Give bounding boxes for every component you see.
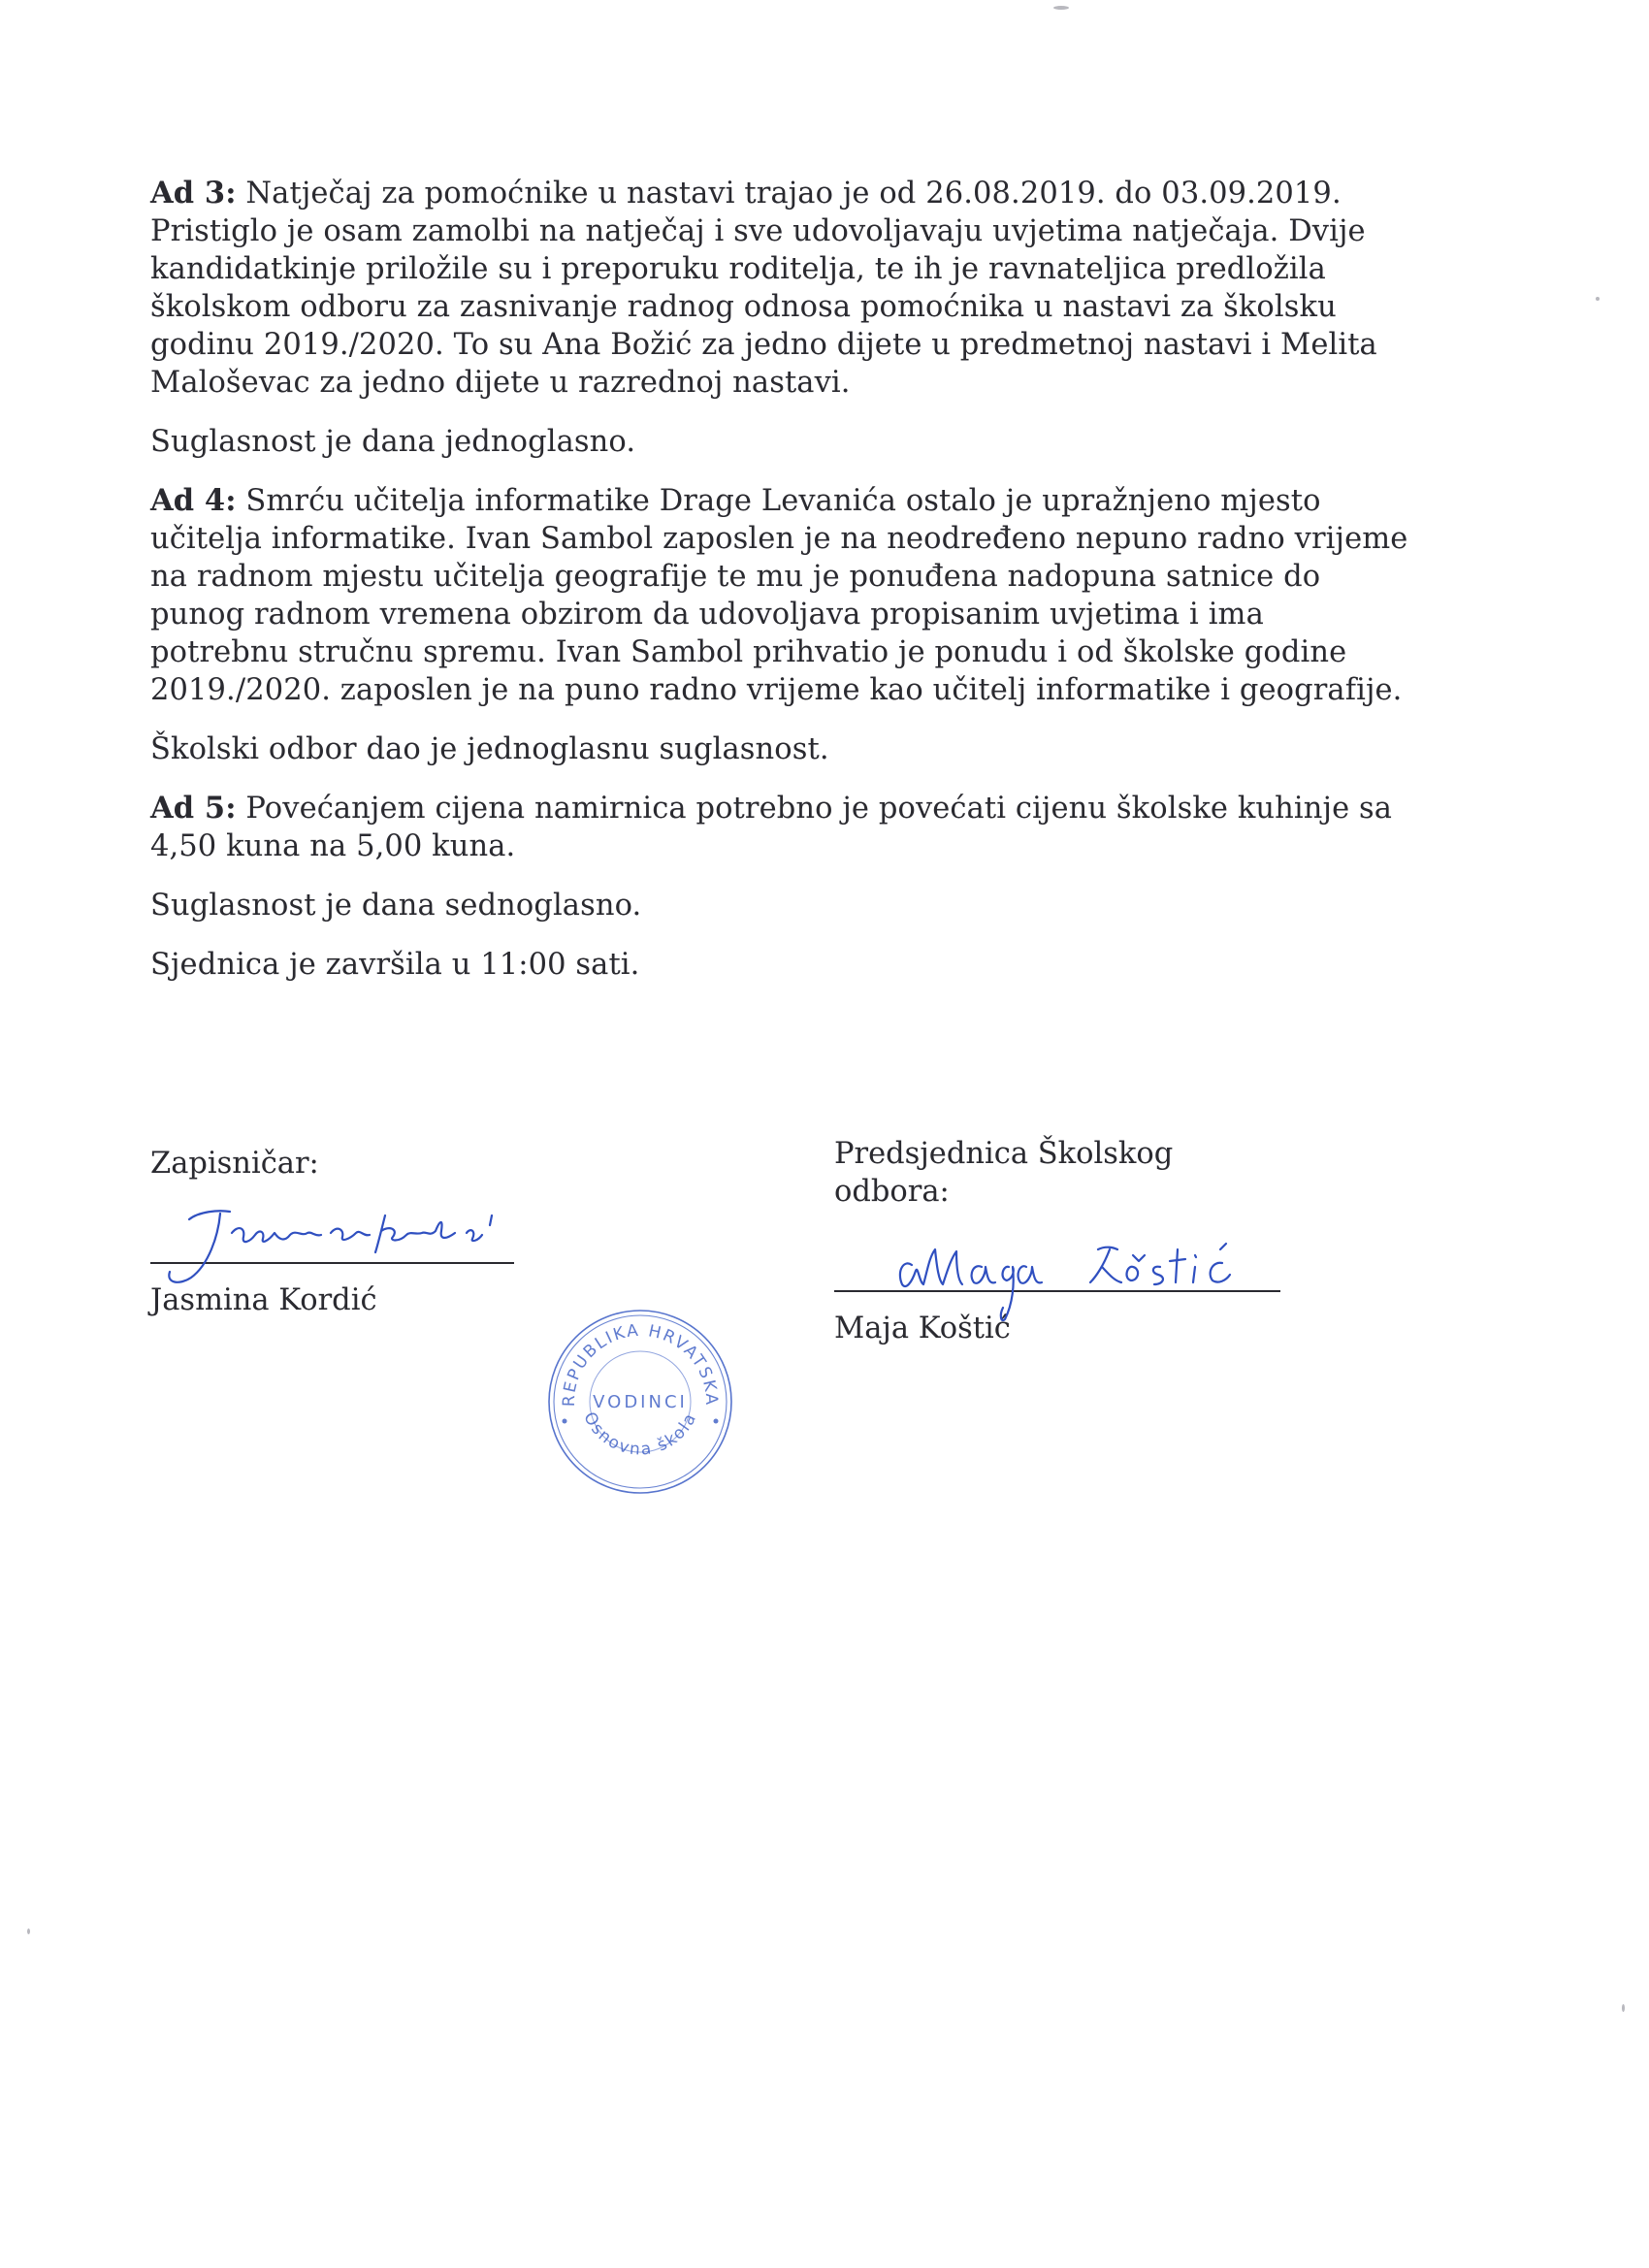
scan-speck [27, 1928, 30, 1934]
recorder-signature-line [150, 1183, 514, 1264]
minutes-body [150, 175, 1411, 1005]
ad3-label: Ad 3: [150, 176, 237, 211]
ad5-result-text: Suglasnost je dana sednoglasno. [150, 889, 642, 923]
signature-block-recorder [150, 1145, 519, 1319]
chairwoman-handwritten-signature [815, 1211, 1280, 1327]
ad4-result-text: Školski odbor dao je jednoglasnu suglasnost. [150, 732, 829, 766]
scan-speck [1622, 2004, 1625, 2012]
ad5-label: Ad 5: [150, 791, 237, 826]
ad3-text: Natječaj za pomoćnike u nastavi trajao je od 26.08.2019. do 03.09.2019. Pristiglo je osam zamolbi na natječaj i sve udovoljavaju uvjetima natječaja. Dvije kandidatkinje priložile su i preporuku roditelja, te ih je ravnateljica predložila školskom odboru za zasnivanje radnog odnosa pomoćnika u nastavi za školsku godinu 2019./2020. To su Ana Božić za jedno dijete u predmetnoj nastavi i Melita Maloševac za jedno dijete u razrednoj nastavi. [150, 177, 1377, 400]
scan-speck [1596, 297, 1600, 301]
paragraph-ad4-result [150, 730, 1411, 768]
chairwoman-name: Maja Koštić [834, 1312, 1011, 1345]
ad4-text: Smrću učitelja informatike Drage Levanića ostalo je upražnjeno mjesto učitelja informatike. Ivan Sambol zaposlen je na neodređeno nepuno radno vrijeme na radnom mjestu učitelja geografije te mu je ponuđena nadopuna satnice do punog radnom vremena obzirom da udovoljava propisanim uvjetima i ima potrebnu stručnu spremu. Ivan Sambol prihvatio je ponudu i od školske godine 2019./2020. zaposlen je na puno radno vrijeme kao učitelj informatike i geografije. [150, 484, 1408, 707]
recorder-role-label: Zapisničar: [150, 1147, 319, 1181]
paragraph-ad3 [150, 175, 1411, 402]
chairwoman-role-label: Predsjednica Školskog odbora: [834, 1137, 1174, 1209]
paragraph-ad5 [150, 790, 1411, 865]
closing-text: Sjednica je završila u 11:00 sati. [150, 948, 640, 982]
paragraph-ad4 [150, 482, 1411, 709]
paragraph-ad3-result [150, 423, 1411, 461]
svg-text:REPUBLIKA HRVATSKA: REPUBLIKA HRVATSKA [559, 1320, 722, 1408]
ad4-label: Ad 4: [150, 483, 237, 518]
scan-speck [1053, 6, 1069, 10]
ad5-text: Povećanjem cijena namirnica potrebno je povećati cijenu školske kuhinje sa 4,50 kuna na 5,00 kuna. [150, 792, 1393, 863]
signature-block-chairwoman [834, 1135, 1290, 1347]
recorder-name: Jasmina Kordić [150, 1283, 377, 1317]
recorder-handwritten-signature [131, 1183, 519, 1289]
svg-text:VODINCI: VODINCI [593, 1392, 688, 1412]
ad3-result-text: Suglasnost je dana jednoglasno. [150, 425, 636, 459]
paragraph-ad5-result [150, 887, 1411, 924]
svg-text:Osnovna škola: Osnovna škola [579, 1409, 701, 1460]
chairwoman-signature-line [834, 1211, 1280, 1292]
school-stamp [543, 1305, 737, 1499]
paragraph-closing [150, 946, 1411, 984]
